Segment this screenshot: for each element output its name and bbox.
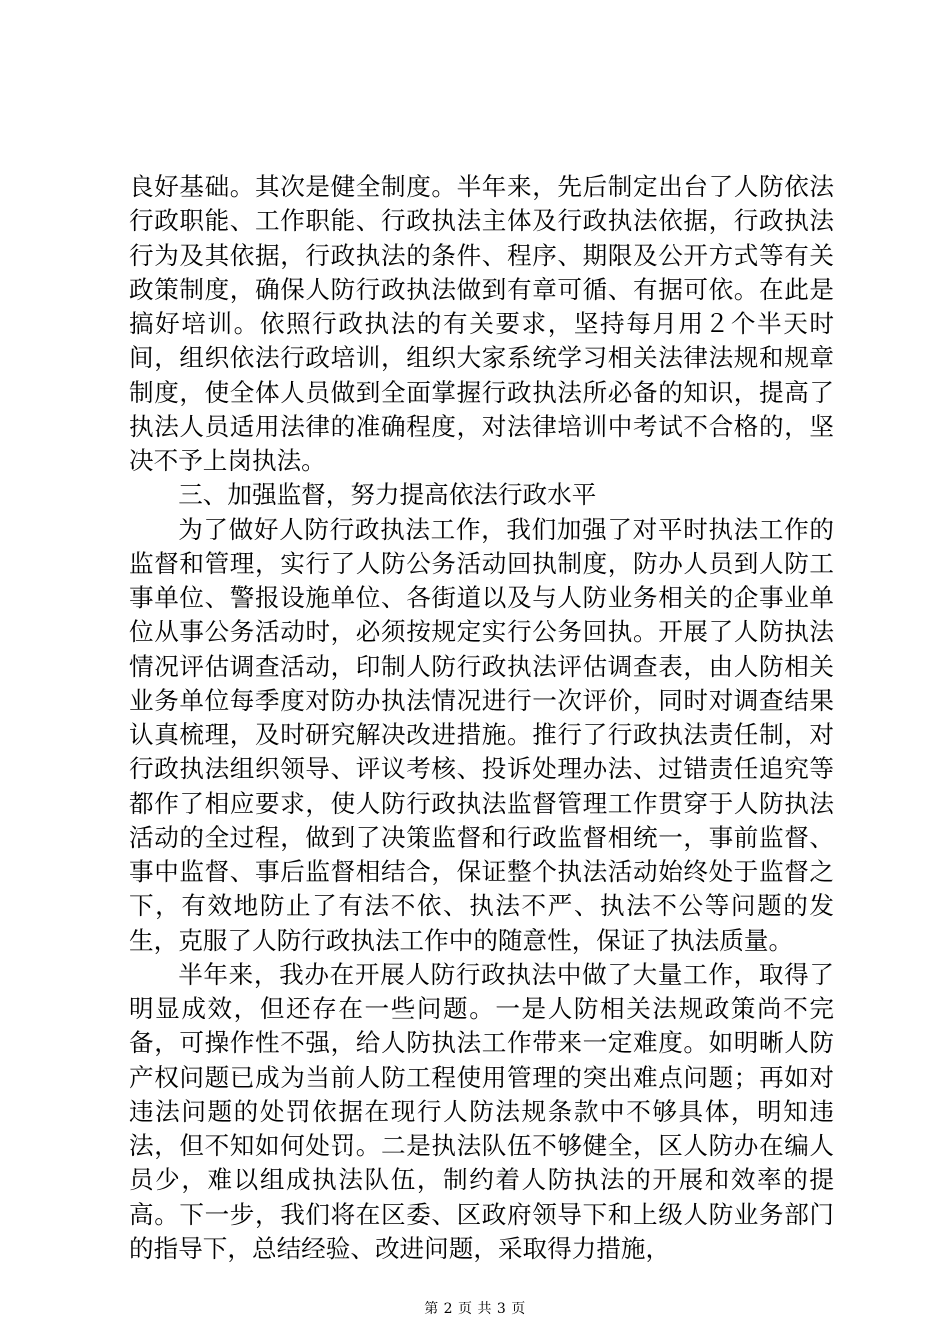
document-body (129, 170, 834, 1266)
page-footer: 第 2 页 共 3 页 (424, 1301, 526, 1317)
paragraph-continuation: 良好基础。其次是健全制度。半年来，先后制定出台了人防依法行政职能、工作职能、行政执法主体及行政执法依据，行政执法行为及其依据，行政执法的条件、程序、期限及公开方式等有关政策制度，确保人防行政执法做到有章可循、有据可依。在此是搞好培训。依照行政执法的有关要求，坚持每月用２个半天时间，组织依法行政培训，组织大家系统学习相关法律法规和规章制度，使全体人员做到全面掌握行政执法所必备的知识，提高了执法人员适用法律的准确程度，对法律培训中考试不合格的，坚决不予上岗执法。 (129, 172, 834, 475)
section-heading: 三、加强监督，努力提高依法行政水平 (178, 480, 597, 510)
paragraph-problems: 半年来，我办在开展人防行政执法中做了大量工作，取得了明显成效，但还存在一些问题。一是人防相关法规政策尚不完备，可操作性不强，给人防执法工作带来一定难度。如明晰人防产权问题已成为当前人防工程使用管理的突出难点问题；再如对违法问题的处罚依据在现行人防法规条款中不够具体，明知违法，但不知如何处罚。二是执法队伍不够健全，区人防办在编人员少，难以组成执法队伍，制约着人防执法的开展和效率的提高。下一步，我们将在区委、区政府领导下和上级人防业务部门的指导下，总结经验、改进问题，采取得力措施， (129, 959, 834, 1263)
paragraph-supervision: 为了做好人防行政执法工作，我们加强了对平时执法工作的监督和管理，实行了人防公务活动回执制度，防办人员到人防工事单位、警报设施单位、各街道以及与人防业务相关的企事业单位从事公务活动时，必须按规定实行公务回执。开展了人防执法情况评估调查活动，印制人防行政执法评估调查表，由人防相关业务单位每季度对防办执法情况进行一次评价，同时对调查结果认真梳理，及时研究解决改进措施。推行了行政执法责任制，对行政执法组织领导、评议考核、投诉处理办法、过错责任追究等都作了相应要求，使人防行政执法监督管理工作贯穿于人防执法活动的全过程，做到了决策监督和行政监督相统一，事前监督、事中监督、事后监督相结合，保证整个执法活动始终处于监督之下，有效地防止了有法不依、执法不严、执法不公等问题的发生，克服了人防行政执法工作中的随意性，保证了执法质量。 (129, 514, 834, 955)
